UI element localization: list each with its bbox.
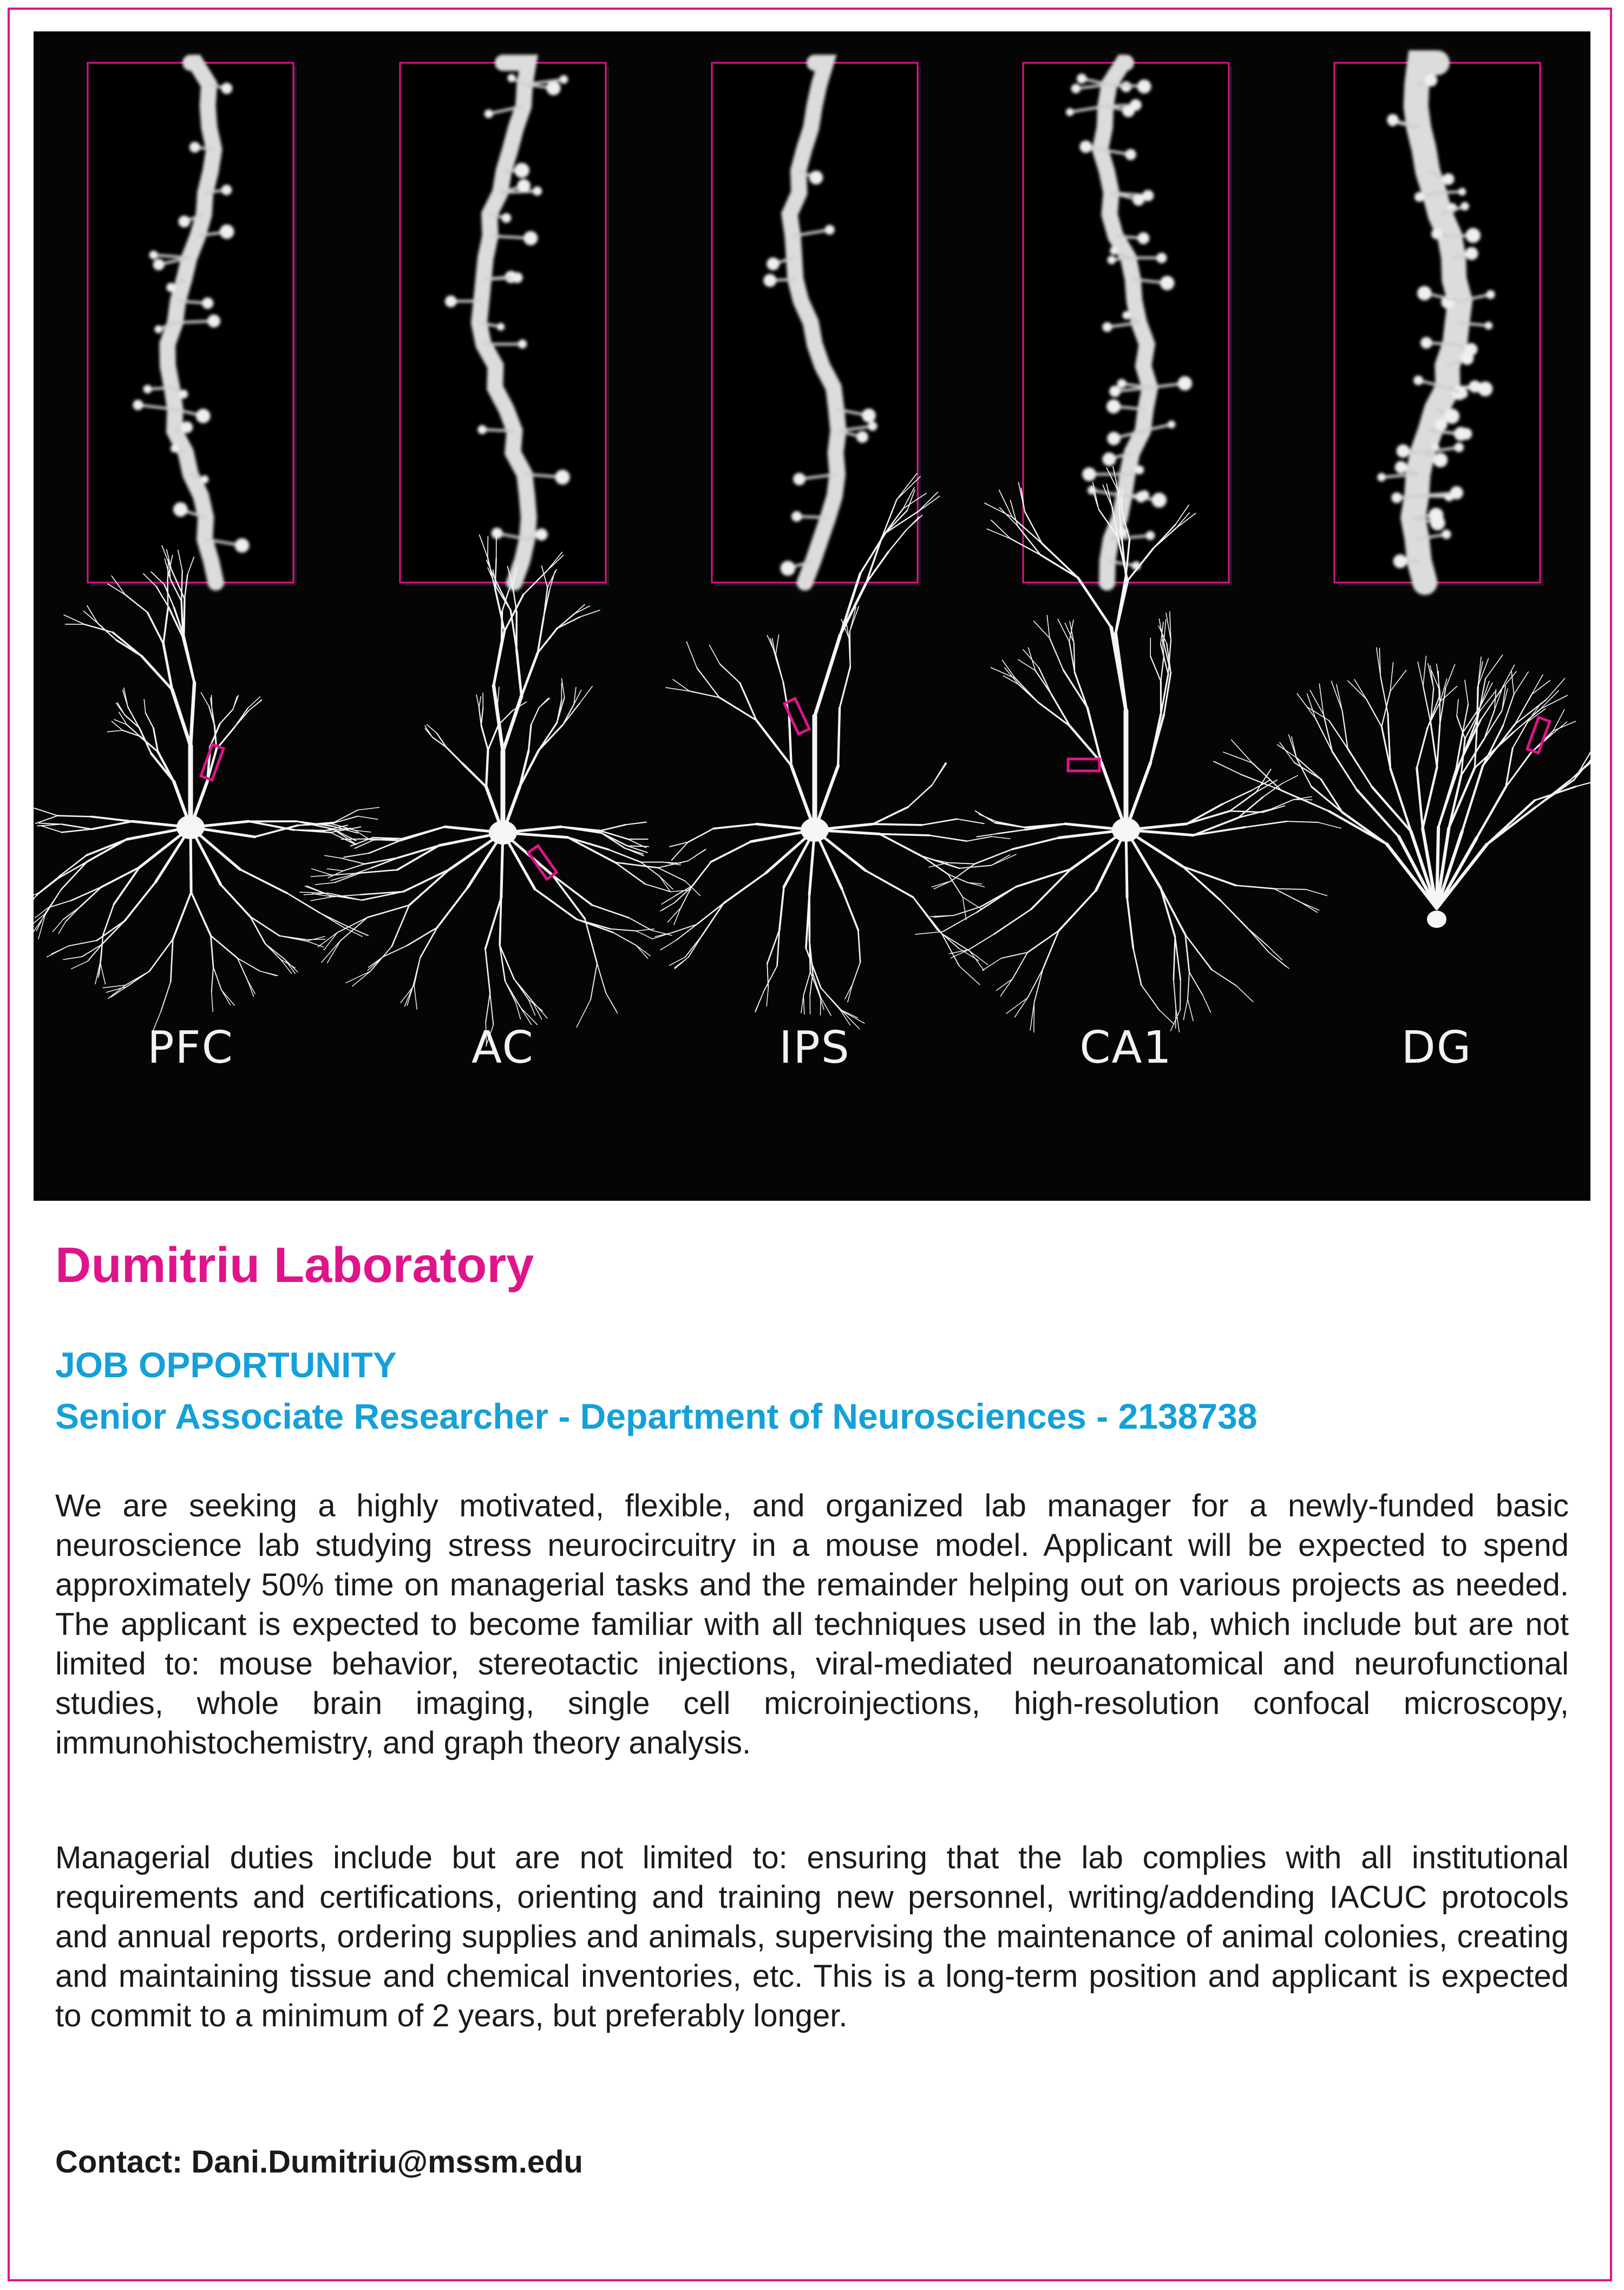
- dendrite-zoom-panels: [88, 63, 1543, 586]
- label-pfc: PFC: [147, 1022, 234, 1074]
- neuron-ca1: [915, 467, 1341, 1032]
- label-ips: IPS: [779, 1022, 850, 1074]
- description-paragraph: We are seeking a highly motivated, flexible, and organized lab manager for a newly-funded basic neuroscience lab studying stress neurocircuitry in a mouse model. Applicant will be expected to spend approximately 50% time on managerial tasks and the remainder helping out on various projects as needed. The applicant is expected to become familiar with all techniques used in the lab, which include but are not limited to: mouse behavior, stereotactic injections, viral-mediated neuroanatomical and neurofunctional studies, whole brain imaging, single cell microinjections, high-resolution confocal microscopy, immunohistochemistry, and graph theory analysis.: [55, 1488, 1569, 1761]
- neuron-pfc: [34, 546, 379, 1033]
- duties-paragraph: Managerial duties include but are not limited to: ensuring that the lab complies with all institutional requirements and certifications, orienting and training new personnel, writing/addending IACUC protocols and annual reports, ordering supplies and animals, supervising the maintenance of animal colonies, creating and maintaining tissue and chemical inventories, etc. This is a long-term position and applicant is expected to commit to a minimum of 2 years, but preferably longer.: [55, 1840, 1569, 2033]
- job-position: Senior Associate Researcher - Department of Neurosciences - 2138738: [55, 1396, 1258, 1436]
- zoom-panel-pfc: [88, 63, 297, 586]
- zoom-panel-ips: [712, 63, 921, 586]
- label-dg: DG: [1401, 1022, 1472, 1074]
- lab-title: Dumitriu Laboratory: [55, 1238, 534, 1293]
- neuron-figure: [34, 31, 1590, 1201]
- job-heading: JOB OPPORTUNITY: [55, 1345, 397, 1385]
- zoom-panel-dg: [1334, 63, 1543, 586]
- neuron-ac: [300, 535, 706, 1046]
- neuron-dg: [1214, 647, 1590, 928]
- label-ca1: CA1: [1079, 1022, 1173, 1074]
- zoom-panel-ac: [400, 63, 609, 586]
- contact-line: Contact: Dani.Dumitriu@mssm.edu: [55, 2144, 583, 2180]
- zoom-panel-ca1: [1023, 63, 1232, 586]
- label-ac: AC: [472, 1022, 534, 1074]
